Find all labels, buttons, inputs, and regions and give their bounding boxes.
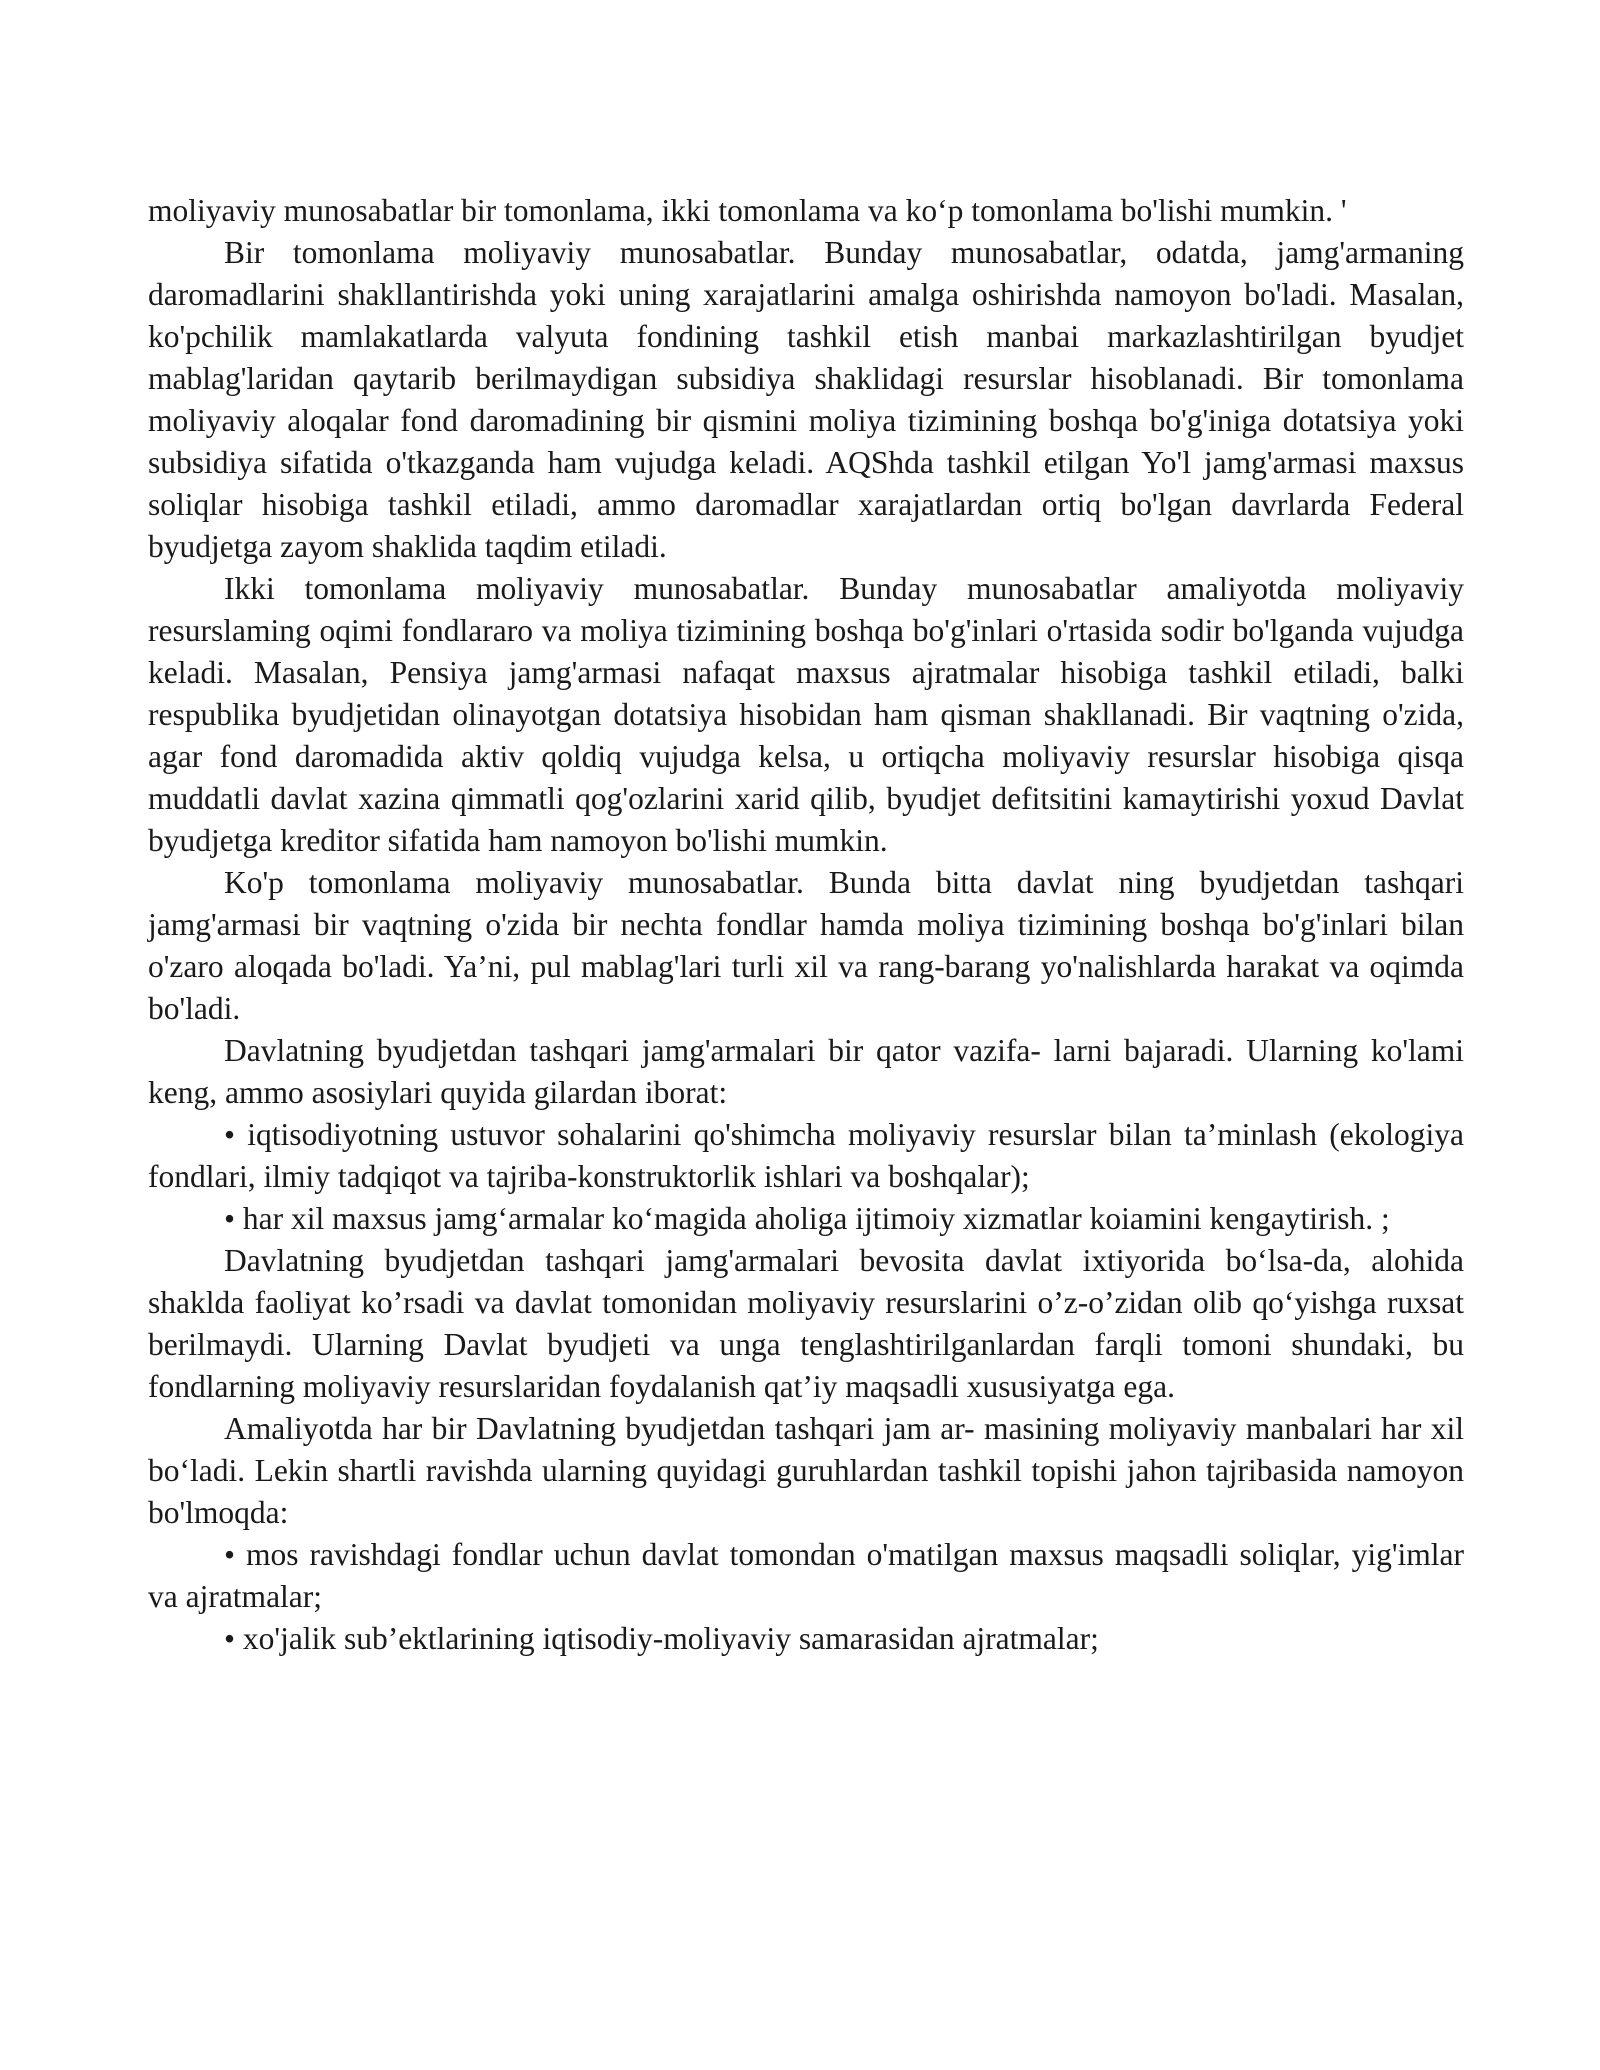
- paragraph-3: Ikki tomonlama moliyaviy munosabatlar. Bunday munosabatlar amaliyotda moliyaviy resurslaming oqimi fondlararo va moliya tizimining boshqa bo'g'inlari o'rtasida sodir bo'lganda vujudga keladi. Masalan, Pensiya jamg'armasi nafaqat maxsus ajratmalar hisobiga tashkil etiladi, balki respublika byudjetidan olinayotgan dotatsiya hisobidan ham qisman shakllanadi. Bir vaqtning o'zida, agar fond daromadida aktiv qoldiq vujudga kelsa, u ortiqcha moliyaviy resurslar hisobiga qisqa muddatli davlat xazina qimmatli qog'ozlarini xarid qilib, byudjet defitsitini kamaytirishi yoxud Davlat byudjetga kreditor sifatida ham namoyon bo'lishi mumkin.: [148, 571, 1464, 858]
- paragraph-6: Davlatning byudjetdan tashqari jamg'armalari bevosita davlat ixtiyorida bo‘lsa-da, alohida shaklda faoliyat ko’rsadi va davlat tomonidan moliyaviy resurslarini o’z-o’zidan olib qo‘yishga ruxsat berilmaydi. Ularning Davlat byudjeti va unga tenglashtirilganlardan farqli tomoni shundaki, bu fondlarning moliyaviy resurslaridan foydalanish qat’iy maqsadli xususiyatga ega.: [148, 1243, 1464, 1404]
- bullet-item-1: • iqtisodiyotning ustuvor sohalarini qo'shimcha moliyaviy resurslar bilan ta’minlash (ekologiya fondlari, ilmiy tadqiqot va tajriba-konstruktorlik ishlari va boshqalar);: [148, 1117, 1464, 1194]
- bullet-item-3: • mos ravishdagi fondlar uchun davlat tomondan o'matilgan maxsus maqsadli soliqlar, yig'imlar va ajratmalar;: [148, 1537, 1464, 1614]
- bullet-item-2: • har xil maxsus jamg‘armalar ko‘magida aholiga ijtimoiy xizmatlar koiamini kengaytirish. ;: [224, 1201, 1390, 1236]
- paragraph-7: Amaliyotda har bir Davlatning byudjetdan tashqari jam ar- masining moliyaviy manbalari har xil bo‘ladi. Lekin shartli ravishda ularning quyidagi guruhlardan tashkil topishi jahon tajribasida namoyon bo'lmoqda:: [148, 1411, 1464, 1530]
- document-page: [148, 190, 1464, 1660]
- paragraph-4: Ko'p tomonlama moliyaviy munosabatlar. Bunda bitta davlat ning byudjetdan tashqari jamg'armasi bir vaqtning o'zida bir nechta fondlar hamda moliya tizimining boshqa bo'g'inlari bilan o'zaro aloqada bo'ladi. Ya’ni, pul mablag'lari turli xil va rang-barang yo'nalishlarda harakat va oqimda bo'ladi.: [148, 865, 1464, 1026]
- paragraph-1: moliyaviy munosabatlar bir tomonlama, ikki tomonlama va ko‘p tomonlama bo'lishi mumkin. ': [148, 193, 1347, 228]
- bullet-item-4: • xo'jalik sub’ektlarining iqtisodiy-moliyaviy samarasidan ajratmalar;: [224, 1621, 1099, 1656]
- paragraph-5: Davlatning byudjetdan tashqari jamg'armalari bir qator vazifa- larni bajaradi. Ularning ko'lami keng, ammo asosiylari quyida gilardan iborat:: [148, 1033, 1464, 1110]
- paragraph-2: Bir tomonlama moliyaviy munosabatlar. Bunday munosabatlar, odatda, jamg'armaning daromadlarini shakllantirishda yoki uning xarajatlarini amalga oshirishda namoyon bo'ladi. Masalan, ko'pchilik mamlakatlarda valyuta fondining tashkil etish manbai markazlashtirilgan byudjet mablag'laridan qaytarib berilmaydigan subsidiya shaklidagi resurslar hisoblanadi. Bir tomonlama moliyaviy aloqalar fond daromadining bir qismini moliya tizimining boshqa bo'g'iniga dotatsiya yoki subsidiya sifatida o'tkazganda ham vujudga keladi. AQShda tashkil etilgan Yo'l jamg'armasi maxsus soliqlar hisobiga tashkil etiladi, ammo daromadlar xarajatlardan ortiq bo'lgan davrlarda Federal byudjetga zayom shaklida taqdim etiladi.: [148, 235, 1464, 564]
